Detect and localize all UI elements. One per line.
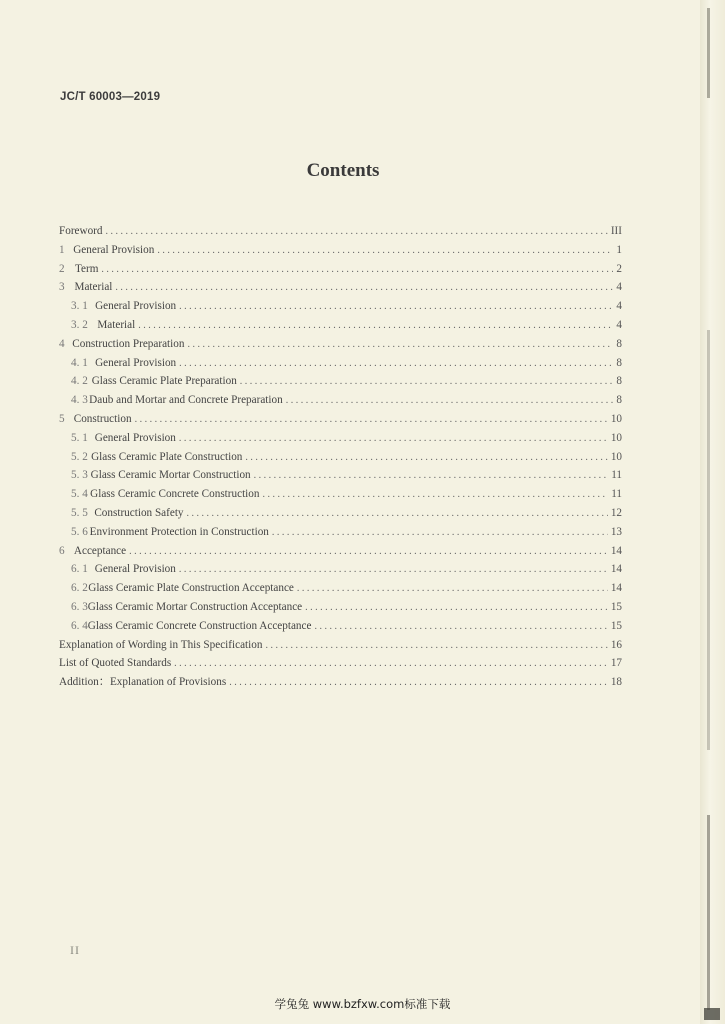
toc-entry-title: Glass Ceramic Mortar Construction [90, 469, 251, 482]
toc-entry-title: Glass Ceramic Mortar Construction Acceptance [87, 600, 303, 613]
toc-entry[interactable] [59, 523, 622, 542]
toc-leader-dots [187, 336, 613, 355]
toc-leader-dots [240, 373, 614, 392]
toc-leader-dots [286, 392, 614, 411]
toc-leader-dots [314, 618, 607, 637]
toc-entry-title: Daub and Mortar and Concrete Preparation [89, 394, 283, 407]
toc-entry-page: 11 [611, 469, 622, 482]
toc-entry-number: 6 [59, 544, 65, 557]
toc-entry-page: 15 [610, 600, 622, 613]
toc-entry[interactable] [59, 466, 622, 485]
toc-leader-dots [129, 543, 608, 562]
toc-entry[interactable] [59, 391, 622, 410]
toc-entry-number: 6. 4 [71, 619, 88, 632]
toc-entry[interactable] [59, 654, 622, 673]
toc-entry[interactable] [59, 410, 622, 429]
toc-entry[interactable] [59, 278, 622, 297]
toc-entry-number: 6. 2 [71, 582, 88, 595]
page-edge-shadow [707, 330, 710, 750]
toc-entry-page: 12 [610, 506, 622, 519]
toc-entry[interactable] [59, 617, 622, 636]
toc-entry-title: Explanation of Wording in This Specification [59, 638, 263, 651]
toc-entry-number: 4. 1 [71, 356, 88, 369]
toc-entry-page: 1 [616, 243, 622, 256]
page-title: Contents [306, 160, 380, 181]
toc-entry-page: 8 [616, 337, 622, 350]
toc-entry-title: Glass Ceramic Concrete Construction [90, 488, 260, 501]
table-of-contents [59, 222, 622, 692]
toc-entry-page: 14 [610, 563, 622, 576]
toc-entry-page: 2 [616, 262, 622, 275]
toc-entry[interactable] [59, 297, 622, 316]
toc-entry-page: 18 [610, 676, 622, 689]
toc-entry-number: 3 [59, 281, 65, 294]
watermark: 学兔兔 www.bzfxw.com标准下载 [274, 997, 451, 1011]
toc-entry-title: Term [74, 262, 99, 275]
toc-leader-dots [157, 242, 613, 261]
toc-entry-page: 15 [610, 619, 622, 632]
toc-leader-dots [254, 467, 609, 486]
toc-entry-number: 4. 2 [71, 375, 88, 388]
toc-entry[interactable] [59, 504, 622, 523]
toc-leader-dots [179, 298, 613, 317]
toc-leader-dots [305, 599, 608, 618]
toc-entry-title: General Provision [73, 243, 155, 256]
toc-leader-dots [262, 486, 608, 505]
toc-leader-dots [135, 411, 608, 430]
toc-entry-title: Addition：Explanation of Provisions [59, 676, 227, 689]
toc-entry-title: Construction Safety [94, 506, 184, 519]
toc-entry-title: General Provision [95, 300, 177, 313]
toc-entry[interactable] [59, 448, 622, 467]
toc-entry[interactable] [59, 579, 622, 598]
toc-entry[interactable] [59, 372, 622, 391]
toc-entry[interactable] [59, 542, 622, 561]
toc-entry[interactable] [59, 354, 622, 373]
toc-entry[interactable] [59, 485, 622, 504]
document-code: JC/T 60003—2019 [60, 91, 161, 103]
toc-entry-page: 10 [610, 431, 622, 444]
toc-entry-number: 3. 1 [71, 300, 88, 313]
page-edge-shadow [707, 8, 710, 98]
toc-entry-title: Material [74, 281, 113, 294]
toc-entry-title: General Provision [94, 431, 176, 444]
toc-leader-dots [138, 317, 613, 336]
toc-entry-title: Glass Ceramic Plate Construction [91, 450, 243, 463]
toc-entry-page: 8 [616, 394, 622, 407]
toc-entry-number: 5. 3 [71, 469, 88, 482]
toc-entry-title: Environment Protection in Construction [89, 525, 269, 538]
toc-entry-title: General Provision [94, 563, 176, 576]
toc-entry-number: 5. 2 [71, 450, 88, 463]
toc-entry[interactable] [59, 335, 622, 354]
toc-entry-page: 13 [610, 525, 622, 538]
toc-entry[interactable] [59, 316, 622, 335]
toc-entry-page: 8 [616, 375, 622, 388]
toc-leader-dots [187, 505, 608, 524]
toc-entry-page: 14 [610, 544, 622, 557]
toc-entry-page: 4 [616, 300, 622, 313]
page-edge [700, 0, 725, 1024]
toc-entry-number: 5 [59, 412, 65, 425]
toc-entry-number: 3. 2 [71, 318, 88, 331]
toc-entry-title: Glass Ceramic Plate Construction Acceptance [88, 582, 294, 595]
toc-entry-page: 4 [616, 281, 622, 294]
toc-entry-page: 17 [610, 657, 622, 670]
toc-entry-number: 5. 5 [71, 506, 88, 519]
toc-entry-title: Acceptance [73, 544, 127, 557]
toc-entry[interactable] [59, 636, 622, 655]
toc-entry-page: III [610, 225, 622, 237]
toc-entry-title: Material [97, 318, 136, 331]
toc-entry-title: General Provision [95, 356, 177, 369]
toc-entry-number: 5. 6 [71, 525, 88, 538]
toc-entry-title: Glass Ceramic Concrete Construction Acceptance [87, 619, 312, 632]
toc-entry-number: 4. 3 [71, 394, 88, 407]
toc-entry[interactable] [59, 429, 622, 448]
toc-entry-number: 2 [59, 262, 65, 275]
toc-entry-number: 1 [59, 243, 65, 256]
toc-leader-dots [272, 524, 608, 543]
toc-leader-dots [297, 580, 608, 599]
toc-entry-title: Foreword [59, 225, 103, 237]
toc-entry-title: Construction [73, 412, 132, 425]
toc-leader-dots [174, 655, 608, 674]
toc-entry-page: 11 [611, 488, 622, 501]
toc-leader-dots [179, 430, 608, 449]
page-edge-shadow [707, 815, 710, 1010]
toc-leader-dots [265, 637, 607, 656]
toc-entry[interactable] [59, 222, 622, 241]
toc-leader-dots [106, 223, 608, 242]
toc-leader-dots [101, 261, 613, 280]
toc-entry-page: 8 [616, 356, 622, 369]
toc-leader-dots [179, 561, 608, 580]
toc-entry-page: 14 [610, 582, 622, 595]
toc-entry[interactable] [59, 673, 622, 692]
toc-entry-number: 4 [59, 337, 65, 350]
toc-entry-number: 6. 1 [71, 563, 88, 576]
toc-leader-dots [179, 355, 613, 374]
toc-entry-title: Glass Ceramic Plate Preparation [91, 375, 237, 388]
toc-entry-title: Construction Preparation [72, 337, 185, 350]
toc-entry-page: 10 [610, 450, 622, 463]
toc-entry[interactable] [59, 598, 622, 617]
toc-entry[interactable] [59, 260, 622, 279]
toc-entry-number: 6. 3 [71, 600, 88, 613]
toc-leader-dots [245, 449, 607, 468]
toc-entry[interactable] [59, 560, 622, 579]
toc-entry-number: 5. 1 [71, 431, 88, 444]
toc-entry-page: 16 [610, 638, 622, 651]
page-number: II [70, 943, 80, 957]
toc-entry-number: 5. 4 [71, 488, 88, 501]
toc-leader-dots [115, 279, 613, 298]
toc-entry-title: List of Quoted Standards [59, 657, 172, 670]
toc-entry-page: 10 [610, 412, 622, 425]
toc-entry-page: 4 [616, 318, 622, 331]
toc-leader-dots [229, 674, 608, 693]
toc-entry[interactable] [59, 241, 622, 260]
